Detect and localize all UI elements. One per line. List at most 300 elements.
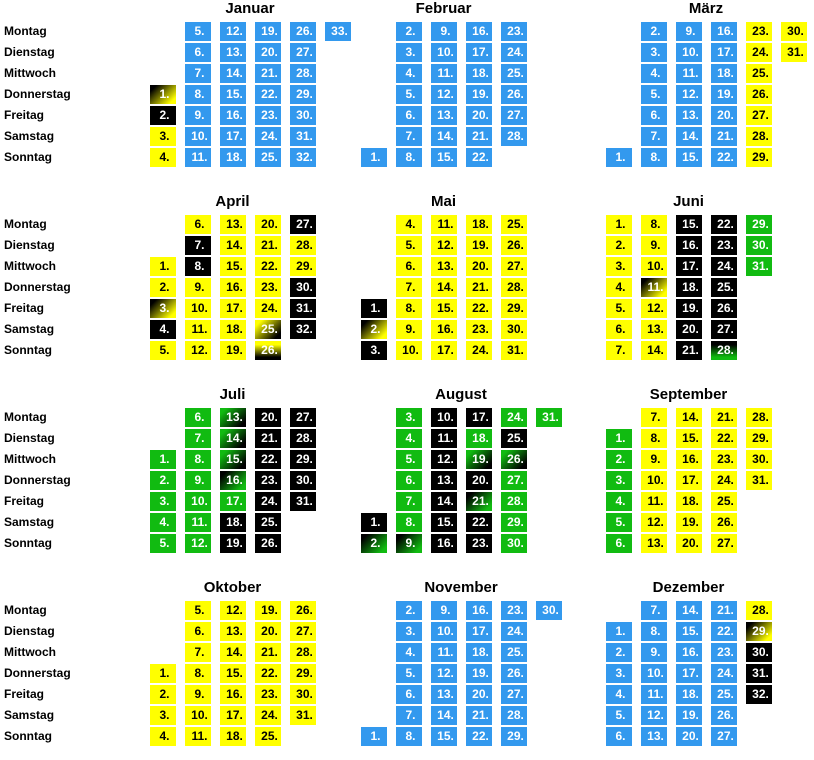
day-cell: 3. [396,43,422,62]
day-cell: 18. [711,64,737,83]
day-cell: 5. [150,534,176,553]
day-cell: 3. [606,471,632,490]
day-cell: 13. [220,622,246,641]
month-title: August [435,386,487,403]
day-cell: 31. [290,492,316,511]
day-cell: 12. [431,85,457,104]
day-cell: 27. [711,727,737,746]
day-cell: 12. [185,341,211,360]
weekday-label: Donnerstag [4,666,71,680]
day-cell: 28. [501,706,527,725]
day-cell: 15. [676,148,702,167]
day-cell: 29. [501,727,527,746]
day-cell: 8. [641,622,667,641]
day-cell: 1. [606,429,632,448]
day-cell: 4. [606,278,632,297]
month-title: Mai [430,193,456,210]
day-cell: 10. [641,257,667,276]
weekday-label: Samstag [4,515,55,529]
day-cell: 18. [676,685,702,704]
day-cell: 27. [290,622,316,641]
day-cell: 21. [255,64,281,83]
day-cell: 4. [396,429,422,448]
day-cell: 26. [501,450,527,469]
day-cell: 30. [746,450,772,469]
day-cell: 1. [150,664,176,683]
day-cell: 11. [431,643,457,662]
day-cell: 8. [641,429,667,448]
day-cell: 31. [746,664,772,683]
month-title: Dezember [652,579,725,596]
day-cell: 5. [606,299,632,318]
day-cell: 20. [255,622,281,641]
day-cell: 10. [185,492,211,511]
day-cell: 21. [255,236,281,255]
day-cell: 17. [431,341,457,360]
day-cell: 7. [606,341,632,360]
day-cell: 6. [396,685,422,704]
day-cell: 22. [466,513,492,532]
day-cell: 27. [711,320,737,339]
day-cell: 10. [431,408,457,427]
day-cell: 25. [746,64,772,83]
day-cell: 6. [606,534,632,553]
day-cell: 5. [396,450,422,469]
day-cell: 26. [255,534,281,553]
day-cell: 8. [396,513,422,532]
day-cell: 17. [220,127,246,146]
day-cell: 10. [431,622,457,641]
day-cell: 17. [676,257,702,276]
day-cell: 14. [676,601,702,620]
day-cell: 10. [676,43,702,62]
day-cell: 5. [606,706,632,725]
day-cell: 19. [255,22,281,41]
day-cell: 18. [220,727,246,746]
day-cell: 22. [255,450,281,469]
day-cell: 24. [501,408,527,427]
day-cell: 15. [676,622,702,641]
day-cell: 3. [641,43,667,62]
day-cell: 10. [185,127,211,146]
day-cell: 1. [150,450,176,469]
day-cell: 2. [606,236,632,255]
day-cell: 26. [290,22,316,41]
day-cell: 28. [501,127,527,146]
day-cell: 11. [185,320,211,339]
day-cell: 17. [220,706,246,725]
day-cell: 16. [431,320,457,339]
day-cell: 12. [641,706,667,725]
day-cell: 17. [220,299,246,318]
day-cell: 2. [150,471,176,490]
day-cell: 14. [676,127,702,146]
day-cell: 20. [466,685,492,704]
day-cell: 28. [290,429,316,448]
weekday-label: Montag [4,24,47,38]
day-cell: 5. [606,513,632,532]
day-cell: 16. [220,471,246,490]
day-cell: 24. [501,622,527,641]
day-cell: 6. [185,408,211,427]
day-cell: 22. [711,215,737,234]
day-cell: 22. [466,299,492,318]
day-cell: 30. [501,320,527,339]
day-cell: 3. [150,127,176,146]
day-cell: 4. [396,215,422,234]
day-cell: 16. [466,22,492,41]
day-cell: 31. [746,471,772,490]
weekday-label: Montag [4,217,47,231]
day-cell: 6. [185,622,211,641]
day-cell: 18. [466,429,492,448]
day-cell: 26. [711,706,737,725]
day-cell: 19. [711,85,737,104]
day-cell: 24. [711,471,737,490]
day-cell: 25. [501,429,527,448]
month-title: April [215,193,250,210]
day-cell: 4. [606,492,632,511]
day-cell: 12. [641,513,667,532]
day-cell: 18. [676,492,702,511]
day-cell: 13. [220,43,246,62]
day-cell: 4. [150,727,176,746]
day-cell: 18. [466,64,492,83]
day-cell: 10. [431,43,457,62]
day-cell: 30. [290,471,316,490]
day-cell: 11. [185,727,211,746]
weekday-label: Samstag [4,322,55,336]
day-cell: 15. [431,148,457,167]
day-cell: 3. [150,492,176,511]
day-cell: 20. [676,320,702,339]
month-title: März [688,0,724,17]
day-cell: 10. [185,299,211,318]
day-cell: 2. [361,320,387,339]
day-cell: 14. [431,278,457,297]
day-cell: 21. [711,601,737,620]
day-cell: 12. [431,450,457,469]
day-cell: 17. [676,471,702,490]
day-cell: 9. [185,685,211,704]
day-cell: 12. [220,22,246,41]
day-cell: 13. [641,727,667,746]
day-cell: 29. [746,215,772,234]
day-cell: 31. [536,408,562,427]
day-cell: 26. [501,664,527,683]
day-cell: 9. [185,278,211,297]
day-cell: 23. [255,278,281,297]
day-cell: 30. [536,601,562,620]
day-cell: 28. [746,408,772,427]
day-cell: 23. [501,601,527,620]
day-cell: 11. [641,278,667,297]
day-cell: 31. [746,257,772,276]
day-cell: 16. [676,643,702,662]
day-cell: 13. [431,257,457,276]
weekday-label: Samstag [4,129,55,143]
day-cell: 22. [466,148,492,167]
day-cell: 27. [290,43,316,62]
weekday-label: Dienstag [4,624,55,638]
day-cell: 14. [220,429,246,448]
day-cell: 8. [641,215,667,234]
day-cell: 12. [431,236,457,255]
weekday-label: Mittwoch [4,66,56,80]
day-cell: 12. [185,534,211,553]
weekday-label: Sonntag [4,150,52,164]
day-cell: 7. [396,706,422,725]
day-cell: 23. [255,471,281,490]
day-cell: 26. [746,85,772,104]
day-cell: 28. [746,127,772,146]
weekday-label: Sonntag [4,729,52,743]
day-cell: 29. [746,622,772,641]
day-cell: 1. [361,299,387,318]
day-cell: 2. [606,643,632,662]
day-cell: 4. [396,643,422,662]
day-cell: 31. [781,43,807,62]
day-cell: 26. [255,341,281,360]
month-title: Juli [219,386,246,403]
day-cell: 15. [676,429,702,448]
day-cell: 9. [431,601,457,620]
day-cell: 32. [746,685,772,704]
day-cell: 10. [396,341,422,360]
weekday-label: Sonntag [4,343,52,357]
day-cell: 19. [220,534,246,553]
day-cell: 8. [185,257,211,276]
day-cell: 2. [150,278,176,297]
day-cell: 32. [290,320,316,339]
day-cell: 28. [501,492,527,511]
day-cell: 17. [466,43,492,62]
day-cell: 24. [255,127,281,146]
day-cell: 9. [676,22,702,41]
day-cell: 4. [641,64,667,83]
day-cell: 3. [606,664,632,683]
day-cell: 20. [466,257,492,276]
day-cell: 2. [396,22,422,41]
day-cell: 2. [641,22,667,41]
day-cell: 19. [466,664,492,683]
day-cell: 5. [185,601,211,620]
day-cell: 7. [396,127,422,146]
weekday-label: Mittwoch [4,259,56,273]
day-cell: 16. [711,22,737,41]
weekday-label: Dienstag [4,45,55,59]
day-cell: 15. [220,85,246,104]
day-cell: 6. [606,320,632,339]
day-cell: 25. [711,278,737,297]
day-cell: 7. [396,278,422,297]
day-cell: 22. [711,429,737,448]
day-cell: 22. [711,148,737,167]
day-cell: 1. [150,257,176,276]
day-cell: 18. [220,320,246,339]
day-cell: 12. [676,85,702,104]
day-cell: 10. [641,664,667,683]
weekday-label: Dienstag [4,238,55,252]
day-cell: 21. [466,706,492,725]
month-title: Januar [225,0,275,17]
day-cell: 11. [641,685,667,704]
day-cell: 20. [255,43,281,62]
weekday-label: Freitag [4,494,45,508]
month-title: Juni [673,193,704,210]
day-cell: 24. [711,664,737,683]
day-cell: 25. [711,685,737,704]
day-cell: 15. [220,257,246,276]
day-cell: 1. [361,727,387,746]
day-cell: 22. [255,257,281,276]
day-cell: 28. [711,341,737,360]
day-cell: 3. [396,622,422,641]
day-cell: 1. [606,622,632,641]
day-cell: 5. [150,341,176,360]
day-cell: 9. [641,643,667,662]
day-cell: 11. [431,215,457,234]
day-cell: 7. [396,492,422,511]
day-cell: 23. [711,236,737,255]
day-cell: 19. [466,85,492,104]
day-cell: 23. [466,320,492,339]
day-cell: 7. [641,408,667,427]
day-cell: 4. [150,148,176,167]
day-cell: 5. [641,85,667,104]
day-cell: 24. [501,43,527,62]
weekday-label: Donnerstag [4,87,71,101]
day-cell: 16. [676,450,702,469]
day-cell: 4. [150,320,176,339]
day-cell: 14. [676,408,702,427]
day-cell: 6. [396,471,422,490]
day-cell: 18. [466,643,492,662]
day-cell: 8. [396,148,422,167]
day-cell: 22. [255,664,281,683]
day-cell: 26. [501,236,527,255]
day-cell: 24. [255,492,281,511]
day-cell: 14. [431,492,457,511]
day-cell: 13. [641,534,667,553]
day-cell: 25. [501,64,527,83]
day-cell: 27. [501,471,527,490]
day-cell: 8. [396,727,422,746]
day-cell: 2. [606,450,632,469]
day-cell: 25. [255,148,281,167]
day-cell: 16. [220,685,246,704]
day-cell: 31. [290,299,316,318]
day-cell: 11. [185,513,211,532]
day-cell: 29. [746,429,772,448]
day-cell: 1. [606,215,632,234]
month-title: Oktober [203,579,262,596]
day-cell: 20. [676,534,702,553]
day-cell: 11. [431,429,457,448]
day-cell: 25. [255,727,281,746]
day-cell: 15. [676,215,702,234]
day-cell: 3. [150,299,176,318]
day-cell: 12. [641,299,667,318]
day-cell: 28. [746,601,772,620]
weekday-label: Donnerstag [4,473,71,487]
day-cell: 16. [220,278,246,297]
day-cell: 26. [501,85,527,104]
day-cell: 19. [255,601,281,620]
day-cell: 2. [150,106,176,125]
month-title: November [424,579,498,596]
day-cell: 2. [150,685,176,704]
day-cell: 3. [150,706,176,725]
day-cell: 19. [466,450,492,469]
day-cell: 24. [255,706,281,725]
day-cell: 23. [711,643,737,662]
day-cell: 29. [290,257,316,276]
day-cell: 28. [501,278,527,297]
day-cell: 5. [185,22,211,41]
day-cell: 16. [466,601,492,620]
day-cell: 30. [290,685,316,704]
day-cell: 8. [185,85,211,104]
day-cell: 22. [466,727,492,746]
day-cell: 23. [255,685,281,704]
day-cell: 20. [255,215,281,234]
day-cell: 30. [290,106,316,125]
day-cell: 10. [185,706,211,725]
day-cell: 13. [431,471,457,490]
day-cell: 3. [606,257,632,276]
day-cell: 23. [466,534,492,553]
day-cell: 15. [431,727,457,746]
day-cell: 1. [606,148,632,167]
day-cell: 17. [466,622,492,641]
day-cell: 7. [641,601,667,620]
day-cell: 28. [290,643,316,662]
day-cell: 29. [290,85,316,104]
day-cell: 14. [220,643,246,662]
day-cell: 1. [361,148,387,167]
day-cell: 13. [676,106,702,125]
day-cell: 25. [255,513,281,532]
weekday-label: Freitag [4,301,45,315]
day-cell: 14. [220,236,246,255]
day-cell: 13. [431,685,457,704]
day-cell: 27. [711,534,737,553]
day-cell: 29. [746,148,772,167]
day-cell: 7. [641,127,667,146]
day-cell: 29. [290,664,316,683]
day-cell: 5. [396,664,422,683]
day-cell: 11. [431,64,457,83]
day-cell: 24. [711,257,737,276]
day-cell: 9. [641,450,667,469]
day-cell: 7. [185,64,211,83]
day-cell: 16. [431,534,457,553]
day-cell: 30. [781,22,807,41]
day-cell: 21. [255,643,281,662]
day-cell: 25. [255,320,281,339]
day-cell: 8. [185,664,211,683]
day-cell: 20. [711,106,737,125]
day-cell: 1. [150,85,176,104]
day-cell: 9. [185,106,211,125]
day-cell: 26. [711,513,737,532]
day-cell: 7. [185,236,211,255]
day-cell: 21. [466,492,492,511]
day-cell: 23. [711,450,737,469]
day-cell: 29. [290,450,316,469]
day-cell: 21. [711,127,737,146]
